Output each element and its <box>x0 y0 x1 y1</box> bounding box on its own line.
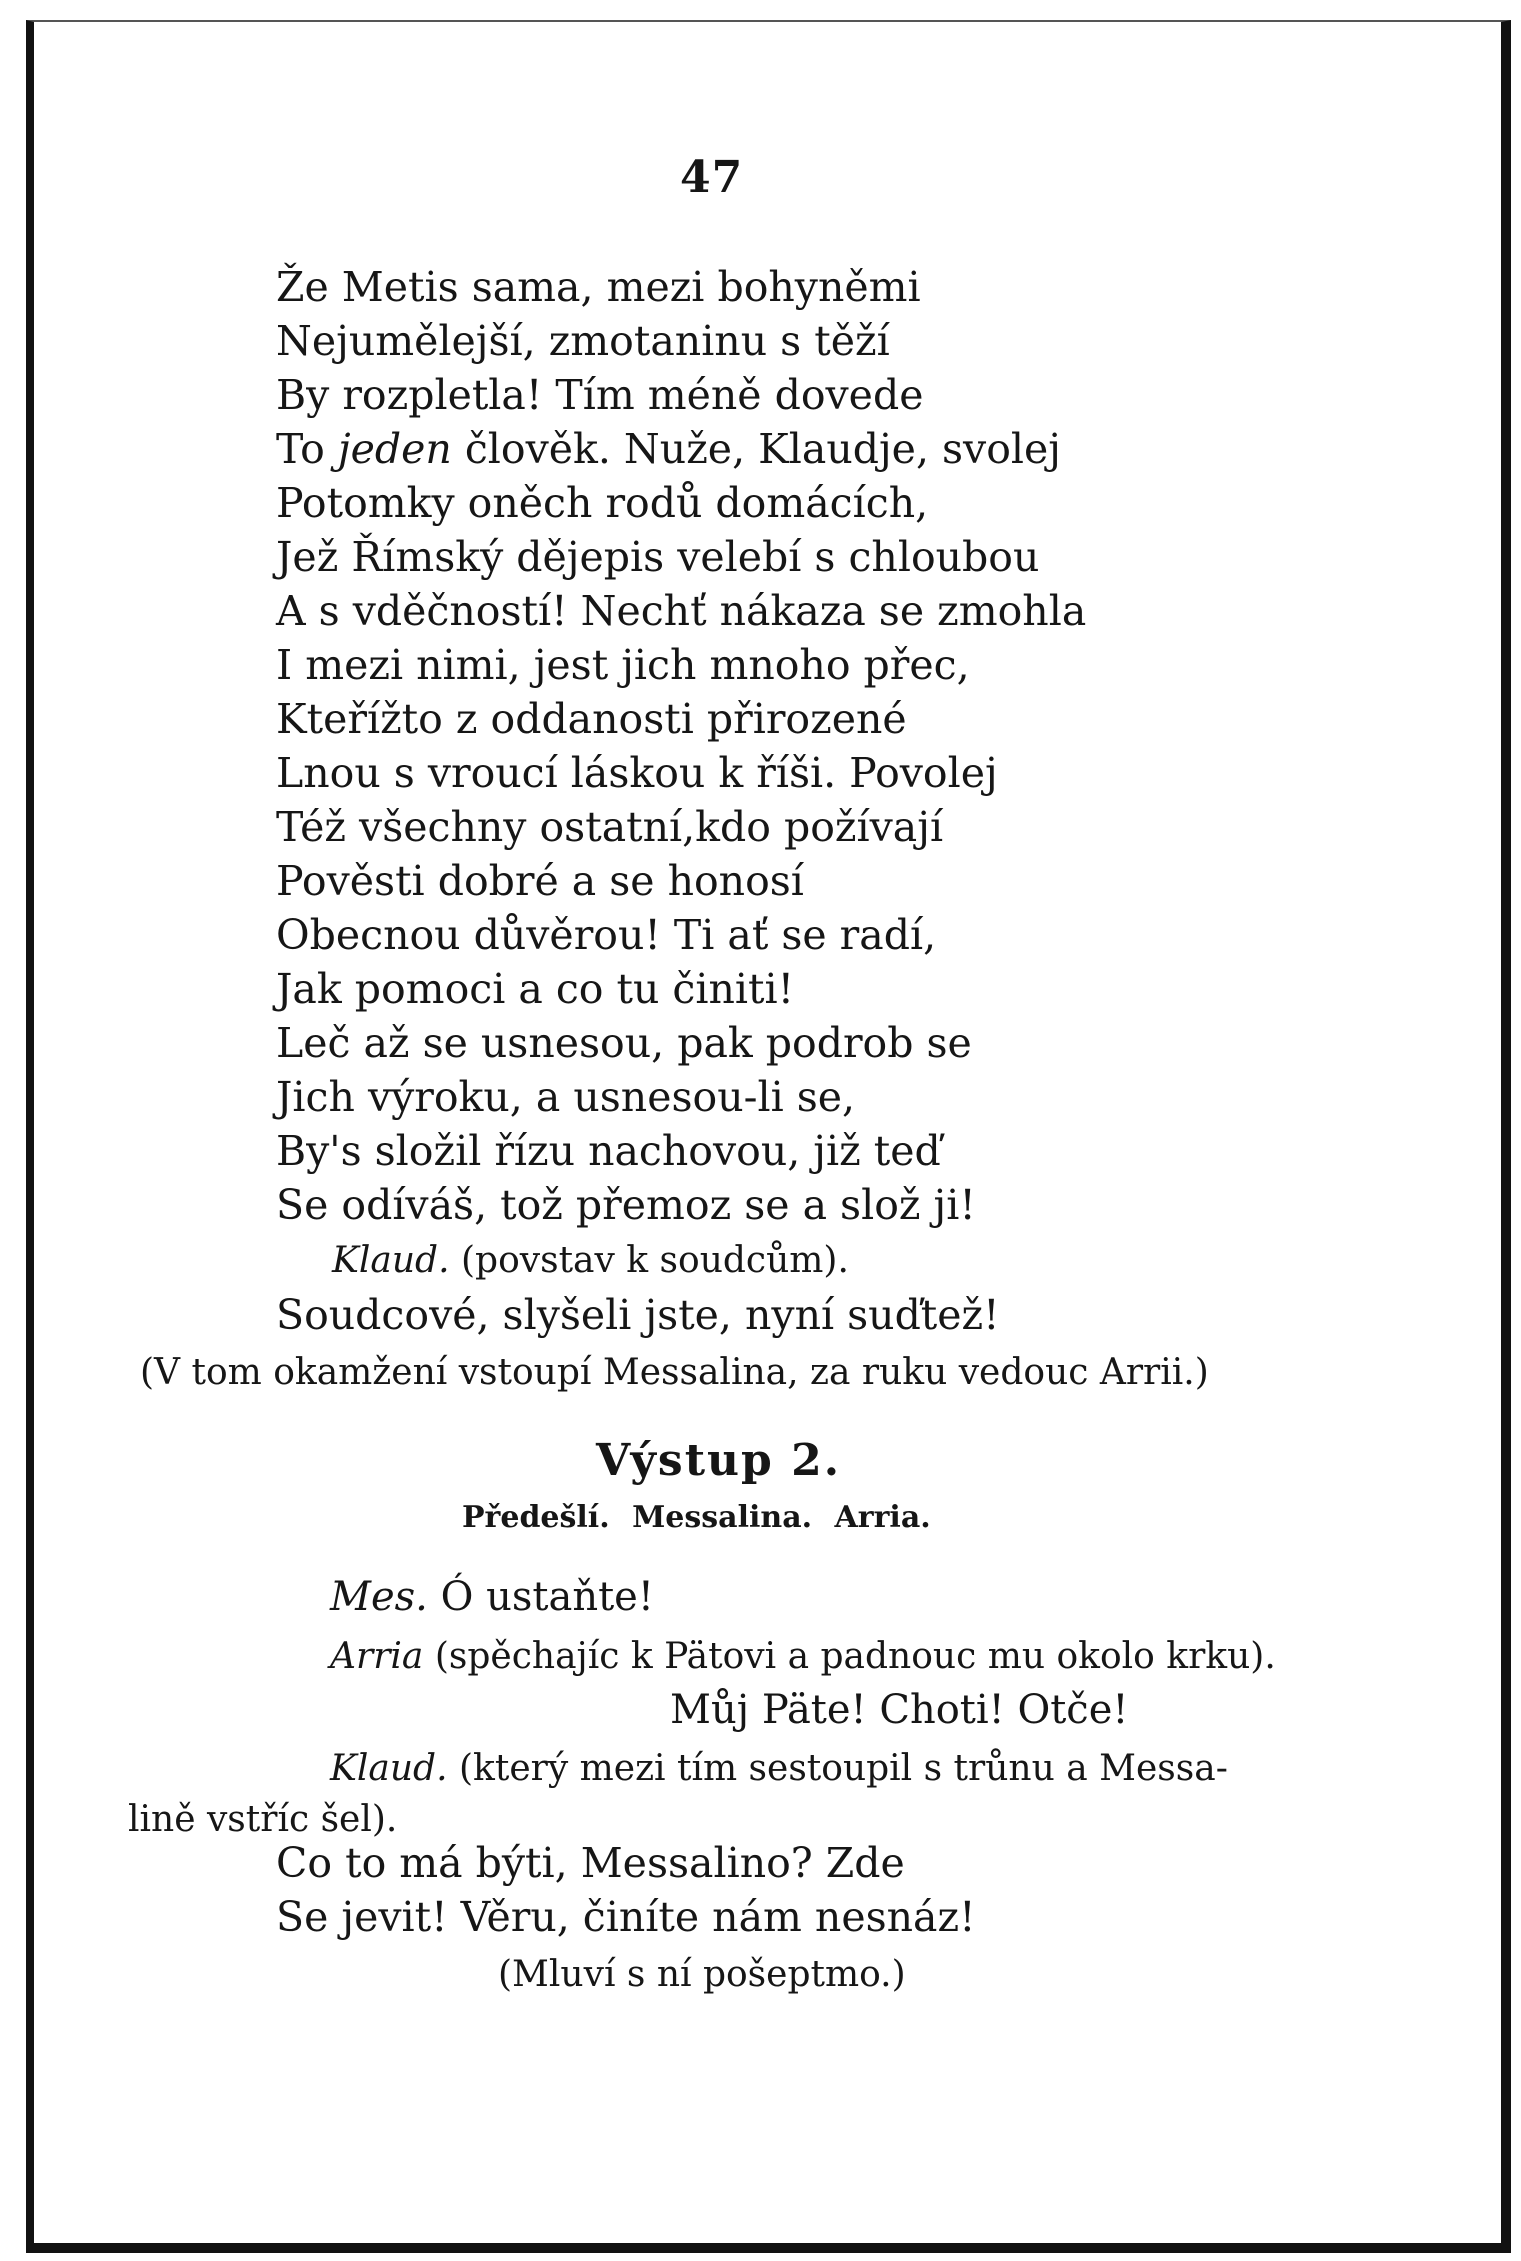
verse-line: Leč až se usnesou, pak podrob se <box>276 1019 972 1067</box>
verse-line: Lnou s vroucí láskou k říši. Povolej <box>276 749 998 797</box>
speech-text: Ó ustaňte! <box>440 1574 654 1620</box>
verse-line: By rozpletla! Tím méně dovede <box>276 371 924 419</box>
verse-text: To <box>276 425 338 473</box>
verse-line: Soudcové, slyšeli jste, nyní suďtež! <box>276 1291 1000 1339</box>
verse-line: Nejumělejší, zmotaninu s těží <box>276 317 890 365</box>
speaker-name: Mes. <box>330 1574 428 1620</box>
verse-line: Jak pomoci a co tu činiti! <box>276 965 795 1013</box>
cast-list: Předešlí. Messalina. Arria. <box>462 1500 931 1535</box>
stage-direction: (spěchajíc k Pätovi a padnouc mu okolo krku). <box>434 1636 1276 1677</box>
verse-line: Se jevit! Věru, činíte nám nesnáz! <box>276 1893 976 1941</box>
verse-line: Potomky oněch rodů domácích, <box>276 479 929 527</box>
verse-line: Jež Římský dějepis velebí s chloubou <box>276 533 1040 581</box>
speaker-name: Klaud. <box>332 1240 450 1281</box>
stage-direction-continued: lině vstříc šel). <box>128 1799 398 1840</box>
verse-line <box>276 424 1061 474</box>
stage-direction: (V tom okamžení vstoupí Messalina, za ruku vedouc Arrii.) <box>140 1352 1209 1393</box>
verse-line: Jich výroku, a usnesou-li se, <box>276 1073 856 1121</box>
emphasis: jeden <box>337 425 452 473</box>
stage-direction: (Mluví s ní pošeptmo.) <box>498 1954 906 1995</box>
speaker-line-arria <box>330 1632 1276 1682</box>
speaker-line-klaud-2 <box>330 1744 1228 1794</box>
verse-text: člověk. Nuže, Klaudje, svolej <box>451 425 1061 473</box>
scene-heading: Výstup 2. <box>596 1435 842 1486</box>
verse-line: Co to má býti, Messalino? Zde <box>276 1839 905 1887</box>
stage-direction: (který mezi tím sestoupil s trůnu a Messa- <box>459 1748 1228 1789</box>
verse-line: By's složil řízu nachovou, již teď <box>276 1127 941 1175</box>
page-number: 47 <box>680 152 744 203</box>
speaker-line-mes <box>330 1572 654 1622</box>
verse-line: I mezi nimi, jest jich mnoho přec, <box>276 641 970 689</box>
speaker-line-klaud <box>332 1236 849 1286</box>
verse-line: Že Metis sama, mezi bohyněmi <box>276 263 921 311</box>
verse-line: Kteřížto z oddanosti přirozené <box>276 695 907 743</box>
verse-line: Obecnou důvěrou! Ti ať se radí, <box>276 911 937 959</box>
speech-line: Můj Päte! Choti! Otče! <box>670 1687 1129 1733</box>
verse-line: A s vděčností! Nechť nákaza se zmohla <box>276 587 1087 635</box>
speaker-name: Klaud. <box>330 1748 448 1789</box>
speaker-name: Arria <box>330 1636 424 1677</box>
stage-direction: (povstav k soudcům). <box>461 1240 849 1281</box>
verse-line: Pověsti dobré a se honosí <box>276 857 804 905</box>
verse-line: Se odíváš, tož přemoz se a slož ji! <box>276 1181 976 1229</box>
verse-line: Též všechny ostatní,kdo požívají <box>276 803 944 851</box>
